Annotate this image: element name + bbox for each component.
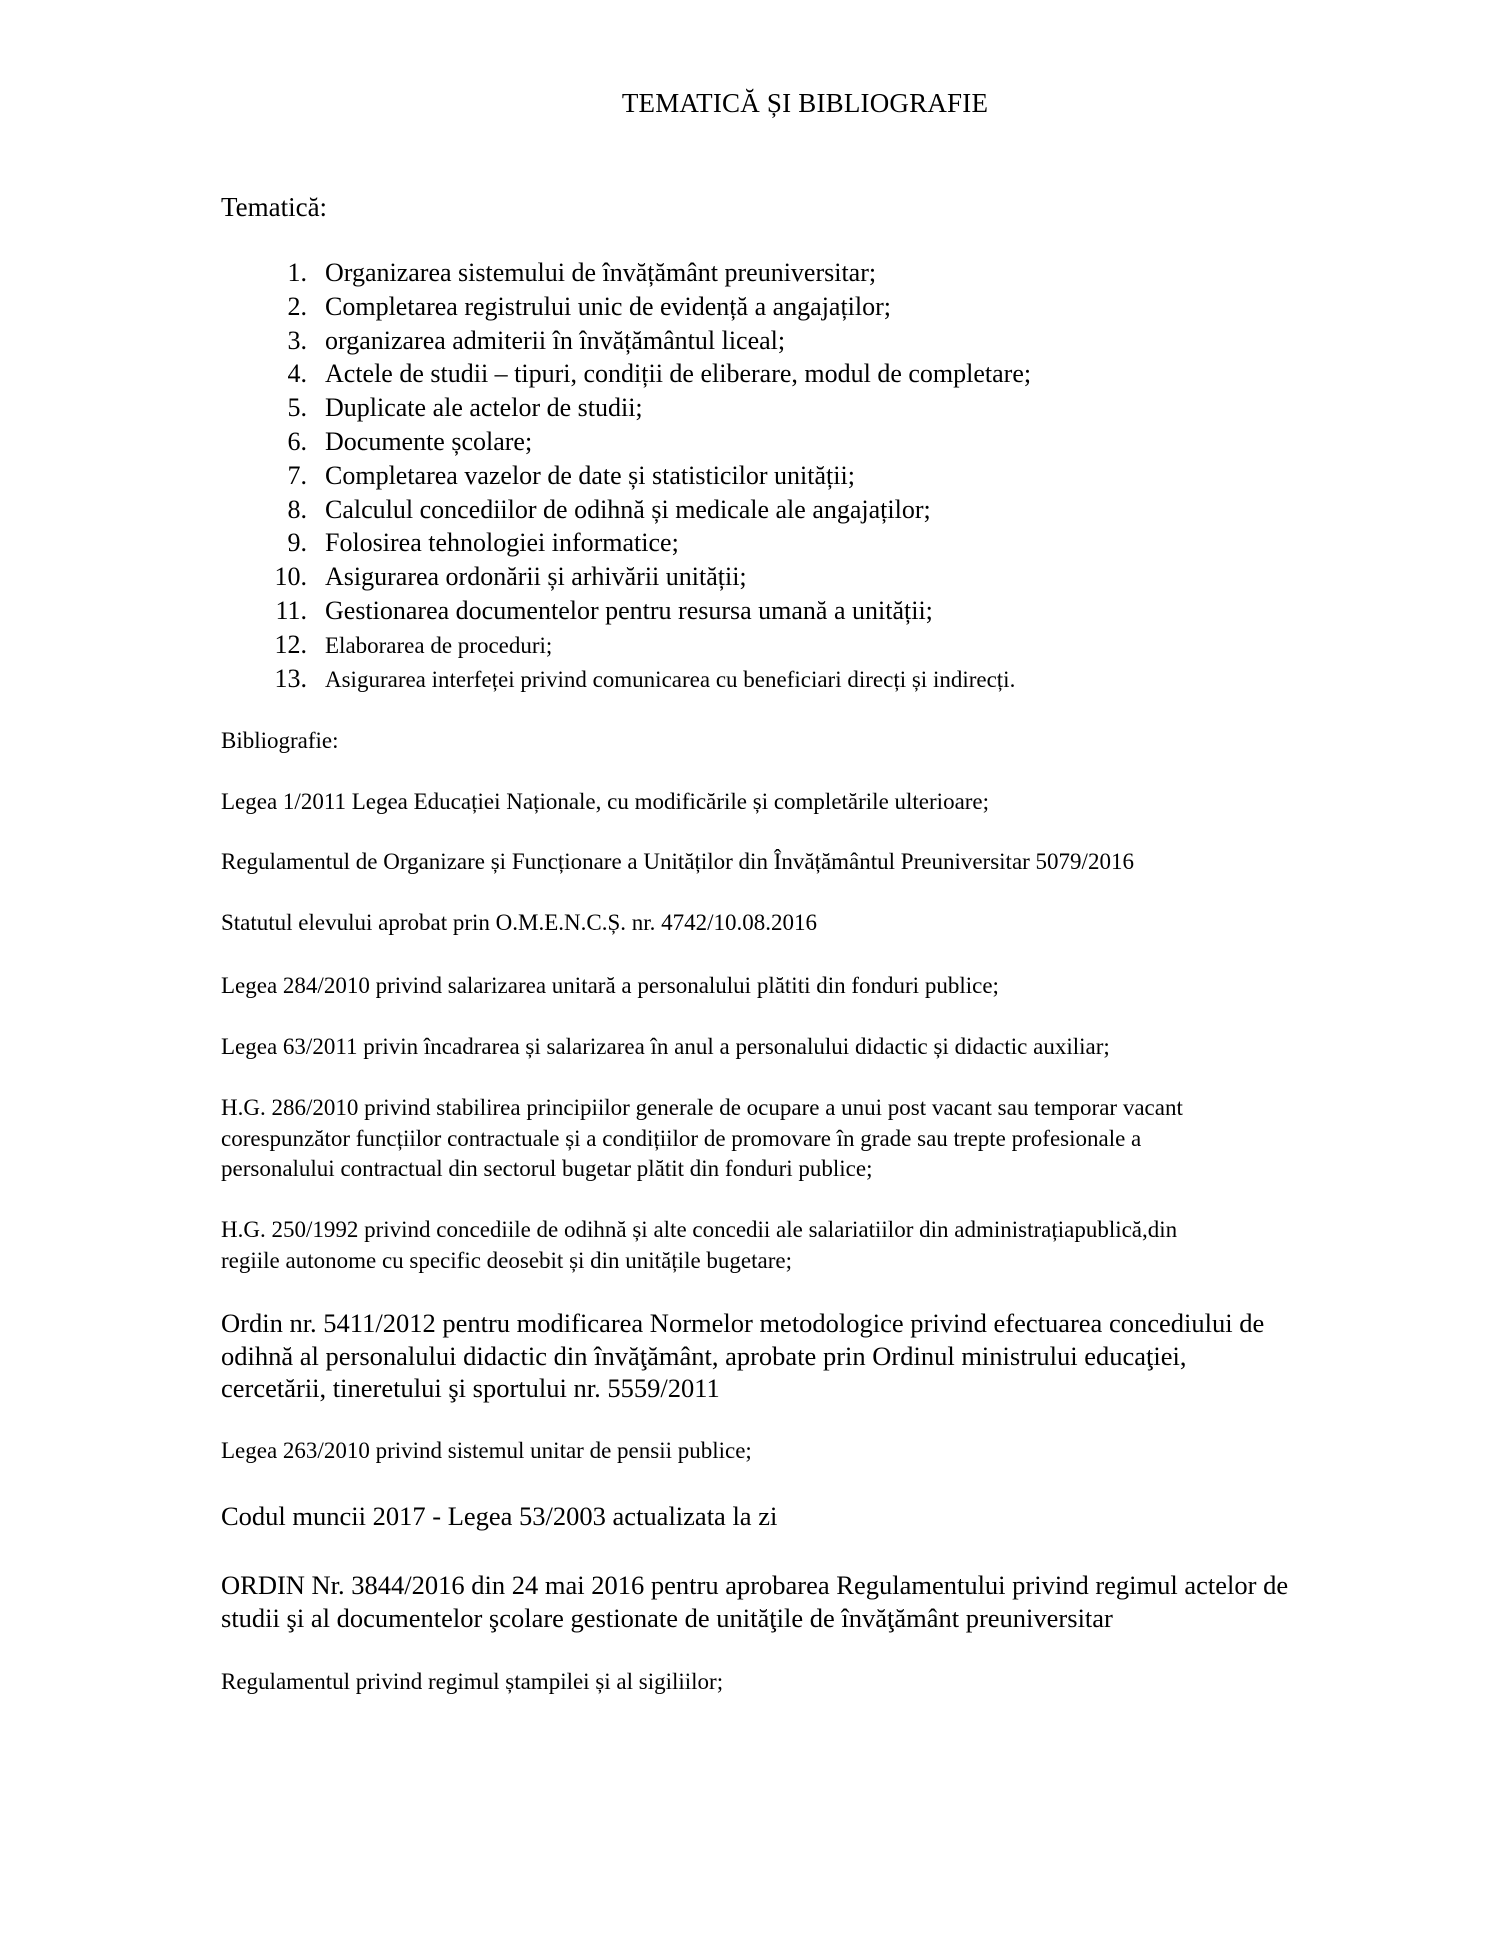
list-item — [221, 357, 1421, 391]
bibliography-entry — [221, 1667, 1421, 1698]
bibliography-line: regiile autonome cu specific deosebit și din unitățile bugetare; — [221, 1247, 792, 1273]
bibliography-entry — [221, 787, 1421, 818]
list-item-number: 4. — [287, 359, 307, 389]
bibliography-entry — [221, 847, 1421, 878]
list-item — [221, 459, 1421, 493]
list-item-text: Asigurarea ordonării și arhivării unității; — [325, 562, 747, 592]
list-item-text: Actele de studii – tipuri, condiții de eliberare, modul de completare; — [325, 359, 1032, 389]
list-item-number: 11. — [275, 595, 307, 625]
bibliography-line: Legea 1/2011 Legea Educației Naționale, cu modificările și completările ulterioare; — [221, 789, 990, 814]
bibliography-line: odihnă al personalului didactic din învăţământ, aprobate prin Ordinul ministrului educaţiei, — [221, 1340, 1187, 1371]
bibliography-line: studii şi al documentelor şcolare gestionate de unităţile de învăţământ preuniversitar — [221, 1602, 1113, 1633]
bibliography-line: H.G. 250/1992 privind concediile de odihnă și alte concedii ale salariatiilor din administrațiapublică,din — [221, 1217, 1178, 1242]
list-item — [221, 324, 1421, 358]
bibliography-line: H.G. 286/2010 privind stabilirea principiilor generale de ocupare a unui post vacant sau temporar vacant — [221, 1095, 1183, 1120]
bibliography-entry — [221, 908, 1421, 939]
list-item-number: 8. — [287, 494, 307, 524]
bibliografie-heading: Bibliografie: — [221, 728, 339, 753]
list-item-number: 9. — [287, 528, 307, 558]
list-item-number: 5. — [287, 393, 307, 423]
bibliography-entry — [221, 1307, 1421, 1405]
list-item — [221, 526, 1421, 560]
list-item-text: Duplicate ale actelor de studii; — [325, 393, 643, 423]
list-item-text: Completarea registrului unic de evidență a angajaților; — [325, 291, 892, 321]
bibliography-line: Statutul elevului aprobat prin O.M.E.N.C.Ș. nr. 4742/10.08.2016 — [221, 910, 818, 935]
list-item-text: Gestionarea documentelor pentru resursa umană a unității; — [325, 595, 933, 625]
list-item-text: Organizarea sistemului de învățământ preuniversitar; — [325, 258, 877, 287]
bibliography-line: Legea 63/2011 privin încadrarea și salarizarea în anul a personalului didactic și didactic auxiliar; — [221, 1034, 1110, 1059]
list-item — [221, 628, 1421, 662]
bibliography-line: Regulamentul privind regimul ștampilei și al sigiliilor; — [221, 1669, 724, 1694]
list-item — [221, 662, 1421, 696]
list-item-number: 7. — [287, 460, 307, 490]
list-item-number: 10. — [274, 562, 307, 592]
bibliography-line: personalului contractual din sectorul bugetar plătit din fonduri publice; — [221, 1156, 873, 1181]
document-title: TEMATICĂ ȘI BIBLIOGRAFIE — [621, 88, 989, 118]
bibliography-entry — [221, 1500, 1421, 1533]
list-item — [221, 391, 1421, 425]
list-item-number: 12. — [274, 629, 307, 659]
bibliography-line: Legea 263/2010 privind sistemul unitar de pensii publice; — [221, 1438, 752, 1463]
bibliography-line: Regulamentul de Organizare și Funcționare a Unităților din Învățământul Preuniversitar 5079/2016 — [221, 849, 1134, 874]
tematica-heading: Tematică: — [221, 192, 328, 222]
list-item-number: 6. — [287, 426, 307, 456]
bibliography-entry — [221, 971, 1421, 1002]
list-item-number: 3. — [287, 325, 307, 355]
list-item — [221, 425, 1421, 459]
bibliography-line: Ordin nr. 5411/2012 pentru modificarea Normelor metodologice privind efectuarea concediului de — [221, 1308, 1265, 1338]
list-item-text: Asigurarea interfeței privind comunicarea cu beneficiari direcți și indirecți. — [325, 666, 1016, 692]
list-item-text: Folosirea tehnologiei informatice; — [325, 528, 679, 558]
topics-list — [221, 256, 1421, 695]
list-item-number: 2. — [287, 291, 307, 321]
list-item-text: Completarea vazelor de date și statisticilor unității; — [325, 460, 855, 490]
bibliography-line: cercetării, tineretului şi sportului nr. 5559/2011 — [221, 1373, 720, 1403]
list-item-text: Calculul concediilor de odihnă și medicale ale angajaților; — [325, 494, 931, 524]
list-item — [221, 493, 1421, 527]
bibliography-entry — [221, 1569, 1421, 1634]
list-item-number: 1. — [287, 258, 307, 287]
bibliography-line: Legea 284/2010 privind salarizarea unitară a personalului plătiti din fonduri publice; — [221, 973, 999, 998]
list-item-text: Documente școlare; — [325, 426, 533, 456]
bibliography-line: corespunzător funcțiilor contractuale și a condițiilor de promovare în grade sau trepte profesionale a — [221, 1125, 1142, 1151]
bibliography-line: Codul muncii 2017 - Legea 53/2003 actualizata la zi — [221, 1501, 778, 1531]
list-item — [221, 594, 1421, 628]
list-item-text: Elaborarea de proceduri; — [325, 632, 553, 658]
bibliography-entry — [221, 1093, 1421, 1185]
bibliography-entry — [221, 1215, 1421, 1276]
list-item — [221, 560, 1421, 594]
list-item-number: 13. — [274, 663, 307, 693]
bibliography-entry — [221, 1032, 1421, 1063]
list-item — [221, 290, 1421, 324]
bibliography-line: ORDIN Nr. 3844/2016 din 24 mai 2016 pentru aprobarea Regulamentului privind regimul actelor de — [221, 1570, 1289, 1600]
list-item — [221, 256, 1421, 290]
bibliography-entry — [221, 1436, 1421, 1467]
list-item-text: organizarea admiterii în învățământul liceal; — [325, 325, 786, 355]
